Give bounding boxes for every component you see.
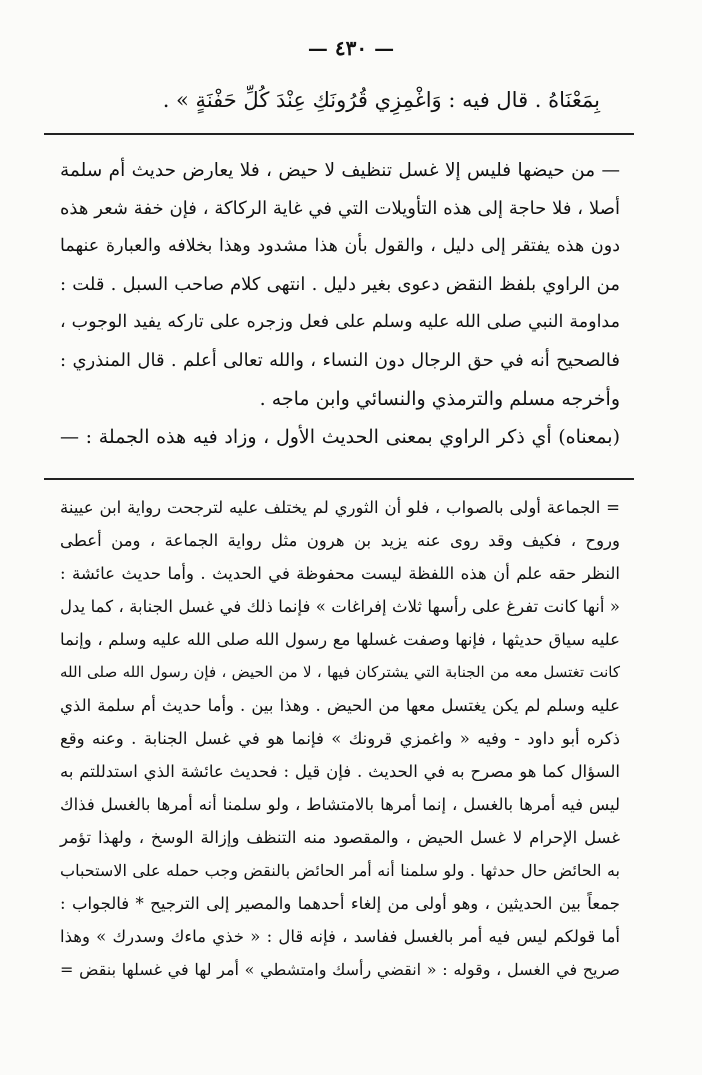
footnote-line: ليس فيه أمرها بالغسل ، إنما أمرها بالامتشاط ، ولو سلمنا أنه أمرها بالغسل فذاك <box>60 795 620 814</box>
commentary-line: (بمعناه) أي ذكر الراوي بمعنى الحديث الأول ، وزاد فيه هذه الجملة : — <box>60 426 620 448</box>
commentary-line: فالصحيح أنه في حق الرجال دون النساء ، والله تعالى أعلم . قال المنذري : <box>60 350 620 371</box>
footnote-line: عليه وسلم لم يكن يغتسل معها من الحيض . وهذا بين . وأما حديث أم سلمة الذي <box>60 696 620 715</box>
footnote-line: وروح ، فكيف وقد روى عنه يزيد بن هرون مثل رواية الجماعة ، ومن أعطى <box>60 531 620 550</box>
footnote-line: به الحائض حال حدثها . ولو سلمنا أنه أمر الحائض بالنقض وجب حمله على الاستحباب <box>60 861 620 880</box>
footnote-line: أما قولكم ليس فيه أمر بالغسل ففاسد ، فإنه قال : « خذي ماءك وسدرك » وهذا <box>60 927 620 946</box>
footnote-line: صريح في الغسل ، وقوله : « انقضي رأسك وامتشطي » أمر لها في غسلها بنقض = <box>60 960 620 979</box>
commentary-line: دون هذه يفتقر إلى دليل ، والقول بأن هذا مشدود وهذا بخلافه والعبارة عنهما <box>60 236 620 256</box>
hadith-line: بِمَعْنَاهُ . قال فيه : وَاغْمِزِي قُرُونَكِ عِنْدَ كُلِّ حَفْنَةٍ » . <box>162 88 600 112</box>
footnote-line: السؤال كما هو مصرح به في الحديث . فإن قيل : فحديث عائشة الذي استدللتم به <box>60 762 620 781</box>
footnote-line: غسل الإحرام لا غسل الحيض ، والمقصود منه التنظف وإزالة الوسخ ، ولهذا تؤمر <box>60 828 620 847</box>
footnote-line: « أنها كانت تفرغ على رأسها ثلاث إفراغات » فإنما ذلك في غسل الجنابة ، كما يدل <box>60 597 620 616</box>
commentary-line: أصلا ، فلا حاجة إلى هذه التأويلات التي في غاية الركاكة ، فإن خفة شعر هذه <box>60 198 620 219</box>
footnote-line: جمعاً بين الحديثين ، وهو أولى من إلغاء أحدهما والمصير إلى الترجيح * فالجواب : <box>60 894 620 913</box>
commentary-line: وأخرجه مسلم والترمذي والنسائي وابن ماجه . <box>259 388 620 410</box>
footnote-line: كانت تغتسل معه من الجنابة التي يشتركان فيها ، لا من الحيض ، فإن رسول الله صلى الله <box>60 663 620 681</box>
footnote-line: النظر حقه علم أن هذه اللفظة ليست محفوظة في الحديث . وأما حديث عائشة : <box>60 564 620 583</box>
footnote-line: عليه سياق حديثها ، فإنها وصفت غسلها مع رسول الله صلى الله عليه وسلم ، وإنما <box>60 630 620 649</box>
footnote-line: ذكره أبو داود - وفيه « واغمزي قرونك » فإنما هو في غسل الجنابة . وعنه وقع <box>60 729 620 748</box>
page-number: — ٤٣٠ — <box>307 36 395 60</box>
commentary-line: من الراوي بلفظ النقض دعوى بغير دليل . انتهى كلام صاحب السبل . قلت : <box>60 274 620 295</box>
divider-footnotes <box>44 478 634 480</box>
commentary-line: — من حيضها فليس إلا غسل تنظيف لا حيض ، فلا يعارض حديث أم سلمة <box>60 160 620 181</box>
divider-top <box>44 133 634 135</box>
commentary-line: مداومة النبي صلى الله عليه وسلم على فعل وزجره على تاركه يفيد الوجوب ، <box>60 312 620 332</box>
footnote-line: = الجماعة أولى بالصواب ، فلو أن الثوري لم يختلف عليه لترجحت رواية ابن عيينة <box>60 498 620 517</box>
